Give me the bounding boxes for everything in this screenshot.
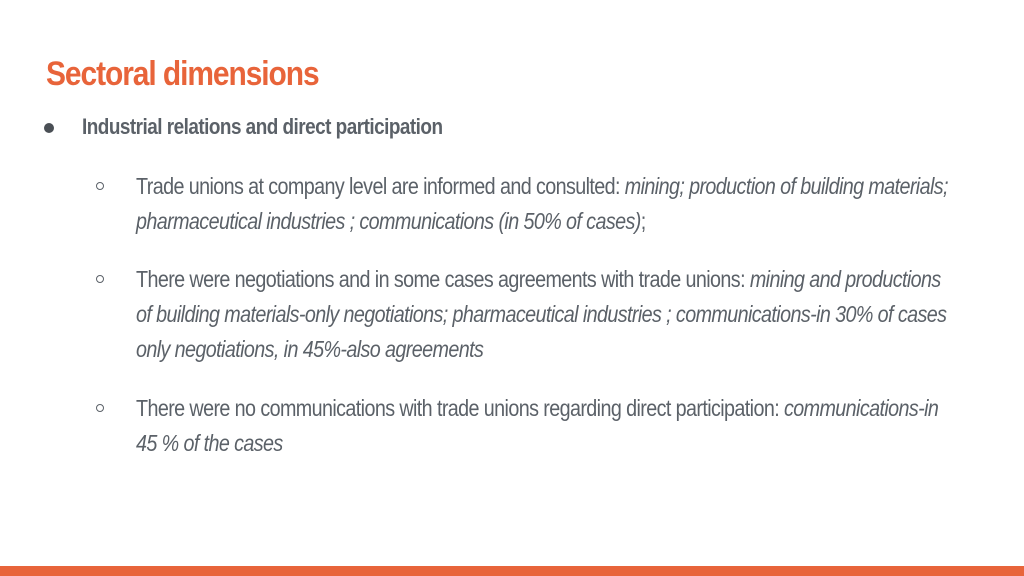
sub-bullet-lead: Trade unions at company level are informed and consulted: xyxy=(136,173,625,199)
sub-bullet-text xyxy=(136,169,960,239)
hollow-bullet-icon xyxy=(96,275,104,283)
footer-accent-bar xyxy=(0,566,1024,576)
hollow-bullet-icon xyxy=(96,404,104,412)
sub-bullet-lead: There were no communications with trade unions regarding direct participation: xyxy=(136,395,784,421)
bullet-item xyxy=(44,112,501,142)
sub-bullet-italic: mining and productions of building materials-only negotiations; pharmaceutical industries ; communications-in 30% of cases only negotiations, in 45%-also agreements xyxy=(136,266,947,362)
sub-bullet-item xyxy=(96,391,1024,461)
sub-bullet-item xyxy=(96,169,1024,239)
sub-bullet-lead: There were negotiations and in some cases agreements with trade unions: xyxy=(136,266,750,292)
sub-bullet-text xyxy=(136,262,960,367)
sub-bullet-italic: mining; production of building materials; pharmaceutical industries ; communications (in 50% of cases) xyxy=(136,173,948,234)
sub-bullet-tail: ; xyxy=(640,208,646,234)
hollow-bullet-icon xyxy=(96,182,104,190)
filled-bullet-icon xyxy=(44,123,54,133)
sub-bullet-italic: communications-in 45 % of the cases xyxy=(136,395,939,456)
sub-bullet-text xyxy=(136,391,960,461)
sub-bullet-item xyxy=(96,262,1024,367)
bullet-text: Industrial relations and direct participation xyxy=(82,114,443,139)
slide-title: Sectoral dimensions xyxy=(46,55,319,93)
